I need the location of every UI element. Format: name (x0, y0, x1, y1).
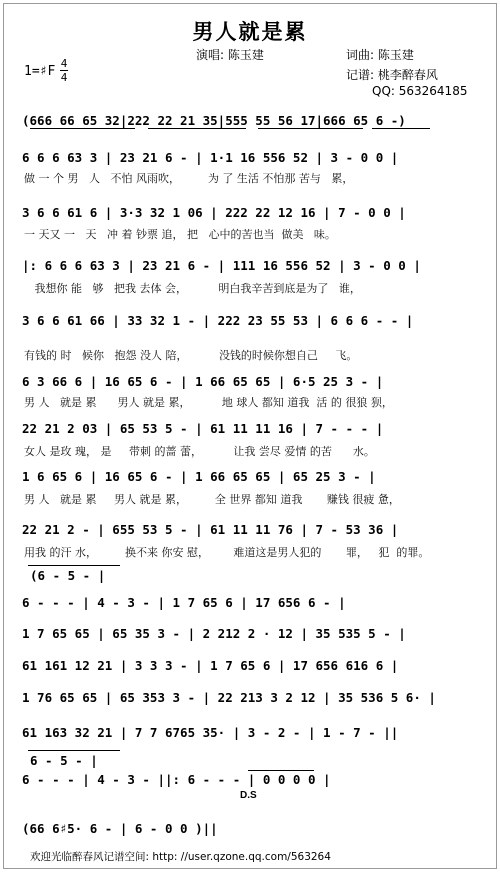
lyric-line: 我想你 能 够 把我 去体 会， 明白我辛苦到底是为了 谁， (24, 282, 361, 295)
song-title: 男人就是累 (192, 19, 308, 44)
key-signature: 1=♯F (24, 64, 56, 79)
performer-credit: 演唱: 陈玉建 (196, 48, 264, 62)
score-line: 1 7 65 65 | 65 35 3 - | 2 212 2 · 12 | 35 535 5 - | (22, 626, 406, 641)
beam-underline (372, 128, 430, 129)
lyric-line: 做 一 个 男 人 不怕 风雨吹， 为 了 生活 不怕那 苦与 累， (24, 172, 354, 185)
score-line: (666 66 65 32|222 22 21 35|555 55 56 17|666 65 6 -) (22, 113, 406, 128)
score-line: 3 6 6 61 6 | 3·3 32 1 06 | 222 22 12 16 | 7 - 0 0 | (22, 205, 406, 220)
volta-bracket (248, 770, 314, 771)
time-signature (60, 58, 68, 83)
score-line: 22 21 2 - | 655 53 5 - | 61 11 11 76 | 7 - 53 36 | (22, 522, 399, 537)
lyric-line: 女人 是玫 瑰， 是 带刺 的蔷 蕾， 让我 尝尽 爱情 的苦 水。 (24, 445, 375, 458)
lyric-line: 男 人 就是 累 男人 就是 累， 全 世界 都知 道我 赚钱 很疲 惫， (24, 493, 400, 506)
volta-bracket (28, 750, 120, 751)
beam-underline (30, 128, 135, 129)
score-line: 6 6 6 63 3 | 23 21 6 - | 1·1 16 556 52 | 3 - 0 0 | (22, 150, 399, 165)
score-line: 3 6 6 61 66 | 33 32 1 - | 222 23 55 53 | 6 6 6 - - | (22, 313, 414, 328)
beam-underline (148, 128, 246, 129)
score-line: (6 - 5 - | (30, 568, 106, 583)
score-line: 6 3 66 6 | 16 65 6 - | 1 66 65 65 | 6·5 25 3 - | (22, 374, 384, 389)
score-line: 1 6 65 6 | 16 65 6 - | 1 66 65 65 | 65 25 3 - | (22, 469, 376, 484)
time-signature-bottom: 4 (60, 71, 68, 84)
score-line: 6 - 5 - | (30, 753, 98, 768)
score-line: |: 6 6 6 63 3 | 23 21 6 - | 111 16 556 52 | 3 - 0 0 | (22, 258, 421, 273)
lyric-line: 用我 的汗 水， 换不来 你安 慰， 难道这是男人犯的 罪， 犯 的罪。 (24, 546, 430, 559)
score-line: 22 21 2 03 | 65 53 5 - | 61 11 11 16 | 7 - - - | (22, 421, 384, 436)
score-line: 6 - - - | 4 - 3 - ||: 6 - - - | 0 0 0 0 | (22, 772, 331, 787)
lyricist-credit: 词曲: 陈玉建 (346, 48, 414, 62)
lyric-line: 一 天又 一 天 冲 着 钞票 追， 把 心中的苦也当 做美 味。 (24, 228, 336, 241)
lyric-line: 男 人 就是 累 男人 就是 累， 地 球人 都知 道我 活 的 很狼 狈， (24, 396, 393, 409)
volta-bracket (28, 565, 120, 566)
lyric-line: 有钱的 时 候你 抱怨 没人 陪， 没钱的时候你想自己 飞。 (24, 349, 358, 362)
beam-underline (258, 128, 363, 129)
score-line: (66 6♯5· 6 - | 6 - 0 0 )|| (22, 821, 218, 836)
score-line: 6 - - - | 4 - 3 - | 1 7 65 6 | 17 656 6 - | (22, 595, 346, 610)
transcriber-credit: 记谱: 桃李醉春风 (346, 68, 438, 82)
time-signature-top: 4 (60, 57, 68, 70)
score-line: 61 161 12 21 | 3 3 3 - | 1 7 65 6 | 17 656 616 6 | (22, 658, 399, 673)
score-line: 61 163 32 21 | 7 7 6765 35· | 3 - 2 - | 1 - 7 - || (22, 725, 399, 740)
footer-note: 欢迎光临醉春风记谱空间: http: //user.qzone.qq.com/563264 (30, 851, 331, 863)
qq-number: QQ: 563264185 (372, 84, 468, 98)
score-line: 1 76 65 65 | 65 353 3 - | 22 213 3 2 12 | 35 536 5 6· | (22, 690, 436, 705)
ds-mark: D.S (240, 790, 257, 801)
